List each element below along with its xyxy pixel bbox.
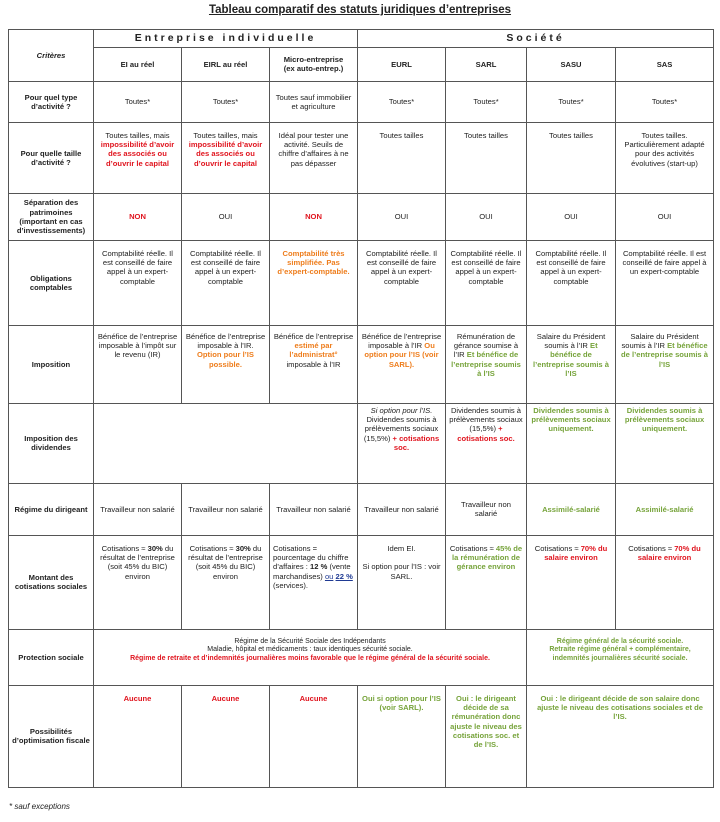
cell-activite-sasu: Toutes* xyxy=(527,81,616,122)
cell-montant-ei-text2: du résultat de l’entreprise (soit 45% du BIC) environ xyxy=(100,543,175,581)
cell-imposition-eurl-option: Ou option pour l’IS (voir SARL). xyxy=(364,341,439,369)
cell-taille-micro: Idéal pour tester une activité. Seuils de chiffre d’affaires à ne pas dépasser xyxy=(270,122,358,193)
cell-montant-sas-rate: 70% du salaire environ xyxy=(637,543,701,563)
cell-protection-ind-line3: Régime de retraite et d’indemnités journalières moins favorable que le régime général de la sécurité sociale. xyxy=(130,654,490,662)
cell-optimisation-sas: Oui : le dirigeant décide de son salaire donc ajuste le niveau des cotisations sociales et de l’IS. xyxy=(527,685,714,787)
cell-montant-micro-text2: (vente marchandises) xyxy=(273,562,351,581)
cell-regime-ei: Travailleur non salarié xyxy=(94,483,182,535)
cell-dividendes-sas: Dividendes soumis à prélèvements sociaux uniquement. xyxy=(616,403,714,483)
cell-imposition-eirl xyxy=(182,325,270,403)
row-imposition xyxy=(9,325,714,403)
col-micro-line1: Micro-entreprise xyxy=(283,55,344,65)
cell-regime-eurl: Travailleur non salarié xyxy=(358,483,446,535)
cell-dividendes-eurl xyxy=(358,403,446,483)
cell-activite-eirl: Toutes* xyxy=(182,81,270,122)
row-regime xyxy=(9,483,714,535)
cell-regime-sas: Assimilé-salarié xyxy=(616,483,714,535)
row-label-dividendes: Imposition des dividendes xyxy=(9,403,94,483)
col-sarl: SARL xyxy=(446,47,527,81)
row-label-regime: Régime du dirigeant xyxy=(9,483,94,535)
cell-montant-micro-rate2: 22 % xyxy=(335,571,353,581)
header-group-row xyxy=(9,30,714,48)
cell-montant-eirl-text2: du résultat de l’entreprise (soit 45% du BIC) environ xyxy=(188,543,263,581)
cell-montant-micro xyxy=(270,535,358,629)
cell-protection-soc-line2: Retraite régime général + complémentaire, indemnités journalières sécurité sociale. xyxy=(549,646,691,662)
cell-activite-sarl: Toutes* xyxy=(446,81,527,122)
cell-montant-eurl-text2: Si option pour l’IS : voir SARL. xyxy=(362,562,441,581)
cell-optimisation-eirl: Aucune xyxy=(182,685,270,787)
cell-montant-ei xyxy=(94,535,182,629)
cell-montant-sarl-text: Cotisations ≈ xyxy=(449,543,494,553)
cell-optimisation-sarl: Oui : le dirigeant décide de sa rémunération donc ajuste le niveau des cotisations soc. et de l’IS. xyxy=(446,685,527,787)
row-label-obligations: Obligations comptables xyxy=(9,240,94,325)
cell-regime-eirl: Travailleur non salarié xyxy=(182,483,270,535)
cell-montant-eurl xyxy=(358,535,446,629)
row-taille xyxy=(9,122,714,193)
header-columns-row xyxy=(9,47,714,81)
row-activite xyxy=(9,81,714,122)
cell-imposition-sarl-text: Rémunération de gérance soumise à l’IR xyxy=(453,331,519,360)
col-sas: SAS xyxy=(616,47,714,81)
row-label-montant: Montant des cotisations sociales xyxy=(9,535,94,629)
cell-dividendes-sarl-text: Dividendes soumis à prélèvements sociaux (15,5%) xyxy=(449,405,523,434)
cell-obligations-sasu: Comptabilité réelle. Il est conseillé de faire appel à un expert-comptable xyxy=(527,240,616,325)
row-label-separation: Séparation des patrimoines (important en cas d’investissements) xyxy=(9,193,94,240)
cell-montant-micro-text1: Cotisations = pourcentage du chiffre d’affaires : xyxy=(273,543,349,572)
cell-montant-sas-text: Cotisations ≈ xyxy=(628,543,673,553)
cell-montant-micro-ou: ou xyxy=(324,571,334,581)
cell-montant-sarl xyxy=(446,535,527,629)
cell-dividendes-eurl-text: Dividendes soumis à prélèvements sociaux (15,5%) xyxy=(363,415,439,443)
cell-obligations-eurl: Comptabilité réelle. Il est conseillé de faire appel à un expert-comptable xyxy=(358,240,446,325)
cell-taille-eirl-warning: impossibilité d’avoir des associés ou d’ouvrir le capital xyxy=(188,140,263,168)
cell-imposition-eirl-text: Bénéfice de l’entreprise imposable à l’IR. xyxy=(185,331,266,351)
cell-regime-sasu: Assimilé-salarié xyxy=(527,483,616,535)
row-obligations xyxy=(9,240,714,325)
cell-imposition-micro-text1: Bénéfice de l’entreprise xyxy=(273,331,354,341)
cell-taille-ei-warning: impossibilité d’avoir des associés ou d’ouvrir le capital xyxy=(100,140,175,168)
cell-activite-micro: Toutes sauf immobilier et agriculture xyxy=(270,81,358,122)
cell-activite-eurl: Toutes* xyxy=(358,81,446,122)
cell-optimisation-micro: Aucune xyxy=(270,685,358,787)
cell-montant-sas xyxy=(616,535,714,629)
cell-separation-micro: NON xyxy=(270,193,358,240)
cell-separation-sasu: OUI xyxy=(527,193,616,240)
cell-regime-sarl: Travailleur non salarié xyxy=(446,483,527,535)
cell-dividendes-eurl-cotisations: + cotisations soc. xyxy=(392,433,440,452)
cell-dividendes-sasu: Dividendes soumis à prélèvements sociaux uniquement. xyxy=(527,403,616,483)
cell-protection-independants xyxy=(94,629,527,685)
cell-obligations-sarl: Comptabilité réelle. Il est conseillé de faire appel à un expert-comptable xyxy=(446,240,527,325)
cell-separation-ei: NON xyxy=(94,193,182,240)
cell-imposition-sarl xyxy=(446,325,527,403)
cell-obligations-ei: Comptabilité réelle. Il est conseillé de faire appel à un expert-comptable xyxy=(94,240,182,325)
cell-taille-eurl: Toutes tailles xyxy=(358,122,446,193)
cell-dividendes-eurl-condition: Si option pour l’IS. xyxy=(370,405,433,415)
cell-imposition-eurl xyxy=(358,325,446,403)
cell-montant-sasu-rate: 70% du salaire environ xyxy=(544,543,608,563)
cell-montant-sasu xyxy=(527,535,616,629)
page-title: Tableau comparatif des statuts juridiques d’entreprises xyxy=(208,4,512,16)
cell-protection-societe xyxy=(527,629,714,685)
row-label-protection: Protection sociale xyxy=(9,629,94,685)
cell-montant-micro-text3: (services). xyxy=(273,580,309,590)
cell-imposition-eirl-option: Option pour l’IS possible. xyxy=(197,350,254,369)
cell-taille-sas: Toutes tailles. Particulièrement adapté pour des activités évolutives (start-up) xyxy=(616,122,714,193)
row-label-optimisation: Possibilités d’optimisation fiscale xyxy=(9,685,94,787)
cell-montant-ei-text1: Cotisations ≈ xyxy=(101,543,146,553)
cell-imposition-micro-estime: estimé par l’administrat° xyxy=(289,341,338,360)
col-ei: EI au réel xyxy=(94,47,182,81)
cell-taille-eirl xyxy=(182,122,270,193)
cell-imposition-sasu xyxy=(527,325,616,403)
cell-imposition-sasu-text: Salaire du Président soumis à l’IR xyxy=(536,331,606,351)
cell-taille-ei-text: Toutes tailles, mais xyxy=(105,130,170,140)
col-eurl: EURL xyxy=(358,47,446,81)
cell-imposition-micro xyxy=(270,325,358,403)
cell-obligations-eirl: Comptabilité réelle. Il est conseillé de faire appel à un expert-comptable xyxy=(182,240,270,325)
cell-separation-sas: OUI xyxy=(616,193,714,240)
cell-montant-micro-rate1: 12 % xyxy=(310,562,328,572)
cell-montant-ei-rate: 30% xyxy=(147,543,163,553)
cell-imposition-ei: Bénéfice de l’entreprise imposable à l’impôt sur le revenu (IR) xyxy=(94,325,182,403)
cell-imposition-sas-benefice: Et bénéfice de l’entreprise soumis à l’IS xyxy=(621,341,708,369)
row-label-activite: Pour quel type d’activité ? xyxy=(9,81,94,122)
cell-obligations-micro: Comptabilité très simplifiée. Pas d’expert-comptable. xyxy=(270,240,358,325)
row-label-taille: Pour quelle taille d’activité ? xyxy=(9,122,94,193)
group-societe: Société xyxy=(358,30,714,48)
cell-dividendes-individuelle xyxy=(94,403,358,483)
cell-taille-eirl-text: Toutes tailles, mais xyxy=(193,130,258,140)
cell-separation-eirl: OUI xyxy=(182,193,270,240)
cell-imposition-sarl-benefice: Et bénéfice de l’entreprise soumis à l’IS xyxy=(451,350,521,378)
cell-activite-sas: Toutes* xyxy=(616,81,714,122)
cell-separation-eurl: OUI xyxy=(358,193,446,240)
cell-obligations-sas: Comptabilité réelle. Il est conseillé de faire appel à un expert-comptable xyxy=(616,240,714,325)
cell-taille-ei xyxy=(94,122,182,193)
cell-montant-eirl xyxy=(182,535,270,629)
cell-montant-sarl-rate: 45% de la rémunération de gérance environ xyxy=(452,543,523,572)
row-protection xyxy=(9,629,714,685)
cell-regime-micro: Travailleur non salarié xyxy=(270,483,358,535)
cell-dividendes-sarl xyxy=(446,403,527,483)
cell-taille-sarl: Toutes tailles xyxy=(446,122,527,193)
footnote: * sauf exceptions xyxy=(9,802,70,811)
row-dividendes xyxy=(9,403,714,483)
comparison-table xyxy=(8,29,714,788)
row-optimisation xyxy=(9,685,714,787)
cell-protection-ind-line1: Régime de la Sécurité Sociale des Indépendants xyxy=(234,637,386,645)
cell-protection-ind-line2: Maladie, hôpital et médicaments : taux identiques sécurité sociale. xyxy=(207,646,413,654)
cell-separation-sarl: OUI xyxy=(446,193,527,240)
cell-montant-eurl-text1: Idem EI. xyxy=(387,543,416,553)
row-montant xyxy=(9,535,714,629)
group-entreprise-individuelle: Entreprise individuelle xyxy=(94,30,358,48)
cell-protection-soc-line1: Régime général de la sécurité sociale. xyxy=(556,637,684,645)
cell-imposition-eurl-text: Bénéfice de l’entreprise imposable à l’IR xyxy=(361,331,442,351)
criteres-header: Critères xyxy=(9,30,94,82)
cell-optimisation-ei: Aucune xyxy=(94,685,182,787)
cell-montant-eirl-rate: 30% xyxy=(235,543,251,553)
cell-montant-eirl-text1: Cotisations ≈ xyxy=(189,543,234,553)
cell-imposition-sas-text: Salaire du Président soumis à l’IR xyxy=(621,331,699,351)
cell-activite-ei: Toutes* xyxy=(94,81,182,122)
row-separation xyxy=(9,193,714,240)
col-eirl: EIRL au réel xyxy=(182,47,270,81)
cell-imposition-micro-text2: imposable à l’IR xyxy=(286,359,341,369)
row-label-imposition: Imposition xyxy=(9,325,94,403)
cell-dividendes-sarl-cotisations: + cotisations soc. xyxy=(457,424,515,443)
cell-optimisation-eurl: Oui si option pour l’IS (voir SARL). xyxy=(358,685,446,787)
cell-imposition-sasu-benefice: Et bénéfice de l’entreprise soumis à l’IS xyxy=(533,341,609,378)
col-micro-line2: (ex auto-entrep.) xyxy=(283,64,344,74)
col-micro xyxy=(270,47,358,81)
cell-montant-sasu-text: Cotisations ≈ xyxy=(534,543,579,553)
col-sasu: SASU xyxy=(527,47,616,81)
cell-taille-sasu: Toutes tailles xyxy=(527,122,616,193)
cell-imposition-sas xyxy=(616,325,714,403)
